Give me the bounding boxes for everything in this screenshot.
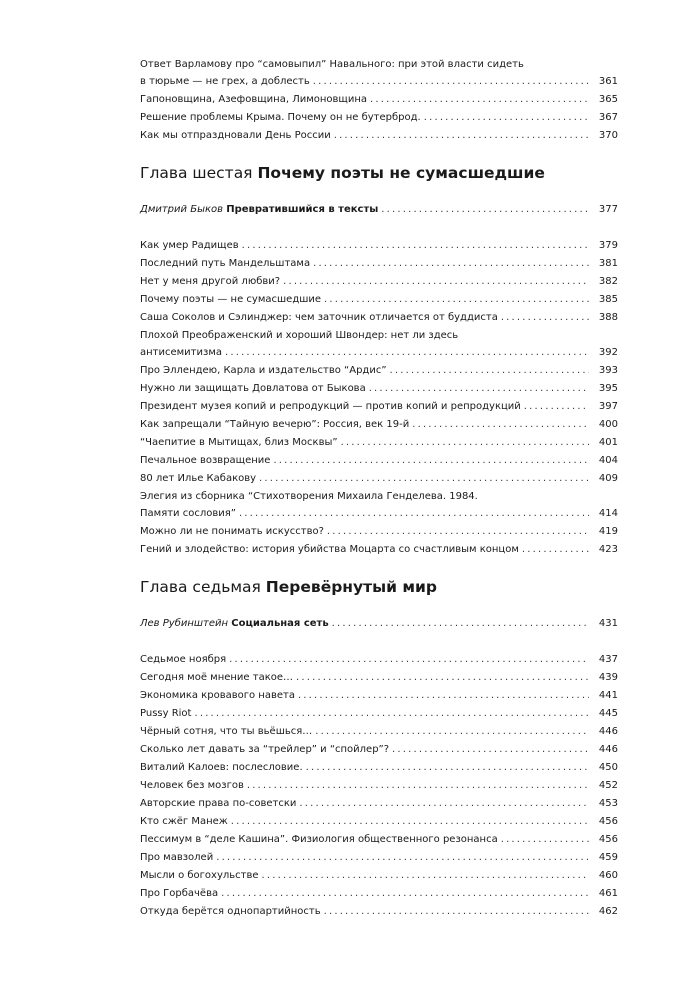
entry-title: 80 лет Илье Кабакову <box>140 473 257 484</box>
entry-title: Президент музея копий и репродукций — против копий и репродукций <box>140 401 521 412</box>
entry-title: Пессимум в “деле Кашина”. Физиология общественного резонанса <box>140 834 498 845</box>
leader-dots <box>313 255 589 273</box>
toc-entry[interactable] <box>140 541 618 559</box>
leader-dots <box>283 273 589 291</box>
entry-title: Человек без мозгов <box>140 780 244 791</box>
toc-entry[interactable] <box>140 741 618 759</box>
toc-entry[interactable] <box>140 291 618 309</box>
entry-title: Как запрещали “Тайную вечерю”: Россия, век 19-й <box>140 419 410 430</box>
page-number: 456 <box>598 816 618 827</box>
entry-title-line: антисемитизма <box>140 347 222 358</box>
entry-title: Гений и злодейство: история убийства Моцарта со счастливым концом <box>140 544 519 555</box>
page-number: 452 <box>598 780 618 791</box>
leader-dots <box>324 903 589 921</box>
page-number: 460 <box>598 870 618 881</box>
entry-title-continuation <box>140 73 618 91</box>
toc-entry[interactable] <box>140 523 618 541</box>
page-number: 423 <box>598 544 618 555</box>
chapter-7-label: Глава седьмая <box>140 578 261 596</box>
toc-entry[interactable] <box>140 903 618 921</box>
leader-dots <box>501 831 589 849</box>
toc-entry[interactable] <box>140 109 618 127</box>
page-number: 381 <box>598 258 618 269</box>
leader-dots <box>315 723 589 741</box>
page-number: 388 <box>598 312 618 323</box>
chapter-7-entries <box>140 651 618 921</box>
leader-dots <box>392 741 589 759</box>
leader-dots <box>381 201 589 219</box>
leader-dots <box>369 380 589 398</box>
leader-dots <box>299 795 589 813</box>
page-number: 409 <box>598 473 618 484</box>
toc-entry[interactable] <box>140 398 618 416</box>
page-number: 401 <box>598 437 618 448</box>
chapter-6-heading <box>140 163 618 183</box>
entry-title: Решение проблемы Крыма. Почему он не бутерброд. <box>140 112 421 123</box>
page-number: 385 <box>598 294 618 305</box>
entry-title: Про Горбачёва <box>140 888 219 899</box>
page-number: 379 <box>598 240 618 251</box>
leader-dots <box>412 416 589 434</box>
page-number: 404 <box>598 455 618 466</box>
toc-entry[interactable] <box>140 777 618 795</box>
toc-entry[interactable] <box>140 362 618 380</box>
page-number: 370 <box>598 130 618 141</box>
chapter-7-heading <box>140 577 618 597</box>
leader-dots <box>324 291 589 309</box>
toc-entry[interactable] <box>140 831 618 849</box>
page-number: 361 <box>598 76 618 87</box>
chapter-6-entries <box>140 237 618 559</box>
toc-entry[interactable] <box>140 327 618 362</box>
intro-essay-title: Социальная сеть <box>231 618 329 629</box>
entry-title: Чёрный сотня, что ты вьёшься… <box>140 726 313 737</box>
leader-dots <box>306 759 589 777</box>
page-number: 382 <box>598 276 618 287</box>
page-number: 461 <box>598 888 618 899</box>
page-number: 439 <box>598 672 618 683</box>
entry-title: Почему поэты — не сумасшедшие <box>140 294 322 305</box>
leader-dots <box>239 505 589 523</box>
toc-entry[interactable] <box>140 91 618 109</box>
toc-entry[interactable] <box>140 273 618 291</box>
entry-title: Про Эллендею, Карла и издательство “Ардис” <box>140 365 387 376</box>
entry-title: Саша Соколов и Сэлинджер: чем заточник отличается от буддиста <box>140 312 498 323</box>
intro-essay-title: Превратившийся в тексты <box>226 204 379 215</box>
entry-title-continuation <box>140 344 618 362</box>
page-number: 397 <box>598 401 618 412</box>
leader-dots <box>501 309 589 327</box>
leader-dots <box>242 237 589 255</box>
page-number: 431 <box>598 618 618 629</box>
entry-title: Последний путь Мандельштама <box>140 258 311 269</box>
page-number: 445 <box>598 708 618 719</box>
leader-dots <box>229 651 589 669</box>
entry-title: Про мавзолей <box>140 852 214 863</box>
toc-entry[interactable] <box>140 759 618 777</box>
toc-entry[interactable] <box>140 434 618 452</box>
toc-entry[interactable] <box>140 416 618 434</box>
toc-entry[interactable] <box>140 867 618 885</box>
leader-dots <box>298 687 589 705</box>
leader-dots <box>332 615 589 633</box>
toc-entry[interactable] <box>140 669 618 687</box>
intro-author: Лев Рубинштейн <box>140 618 229 629</box>
leader-dots <box>225 344 589 362</box>
page-number: 446 <box>598 744 618 755</box>
page-number: 393 <box>598 365 618 376</box>
leader-dots <box>390 362 589 380</box>
toc-entry[interactable] <box>140 237 618 255</box>
toc-entry[interactable] <box>140 651 618 669</box>
toc-entry[interactable] <box>140 309 618 327</box>
entry-title: Нужно ли защищать Довлатова от Быкова <box>140 383 366 394</box>
leader-dots <box>231 813 589 831</box>
leader-dots <box>424 109 589 127</box>
leader-dots <box>216 849 589 867</box>
entry-title: “Чаепитие в Мытищах, близ Москвы” <box>140 437 338 448</box>
page-number: 414 <box>598 508 618 519</box>
page-number: 395 <box>598 383 618 394</box>
page-number: 365 <box>598 94 618 105</box>
intro-title <box>140 615 329 633</box>
toc-list-previous-chapter <box>140 56 618 145</box>
table-of-contents <box>140 56 618 921</box>
entry-title: Авторские права по-советски <box>140 798 297 809</box>
leader-dots <box>273 452 589 470</box>
page-number: 377 <box>598 204 618 215</box>
entry-title: Экономика кровавого навета <box>140 690 295 701</box>
page-number: 453 <box>598 798 618 809</box>
toc-entry[interactable] <box>140 687 618 705</box>
entry-title: Сколько лет давать за “трейлер” и “спойлер”? <box>140 744 390 755</box>
chapter-6-title: Почему поэты не сумасшедшие <box>257 164 545 182</box>
leader-dots <box>221 885 589 903</box>
leader-dots <box>341 434 589 452</box>
toc-entry[interactable] <box>140 795 618 813</box>
leader-dots <box>262 867 589 885</box>
toc-entry[interactable] <box>140 127 618 145</box>
toc-entry[interactable] <box>140 56 618 91</box>
entry-title: Сегодня моё мнение такое… <box>140 672 294 683</box>
toc-entry[interactable] <box>140 488 618 523</box>
chapter-6-label: Глава шестая <box>140 164 253 182</box>
entry-title: Можно ли не понимать искусство? <box>140 526 324 537</box>
toc-entry[interactable] <box>140 255 618 273</box>
page-number: 446 <box>598 726 618 737</box>
toc-entry[interactable] <box>140 705 618 723</box>
intro-title <box>140 201 378 219</box>
toc-entry[interactable] <box>140 380 618 398</box>
page-number: 456 <box>598 834 618 845</box>
page-number: 450 <box>598 762 618 773</box>
entry-title-continuation <box>140 505 618 523</box>
chapter-7-title: Перевёрнутый мир <box>265 578 438 596</box>
entry-title-line: в тюрьме — не грех, а доблесть <box>140 76 310 87</box>
leader-dots <box>370 91 589 109</box>
chapter-6-intro-entry[interactable] <box>140 201 618 219</box>
entry-title: Мысли о богохульстве <box>140 870 259 881</box>
entry-title: Нет у меня другой любви? <box>140 276 281 287</box>
toc-entry[interactable] <box>140 723 618 741</box>
leader-dots <box>259 470 589 488</box>
entry-title: Откуда берётся однопартийность <box>140 906 321 917</box>
entry-title: Седьмое ноября <box>140 654 227 665</box>
leader-dots <box>194 705 589 723</box>
entry-title-line: Плохой Преображенский и хороший Швондер: нет ли здесь <box>140 330 459 341</box>
entry-title: Как умер Радищев <box>140 240 239 251</box>
page-number: 462 <box>598 906 618 917</box>
page-number: 459 <box>598 852 618 863</box>
entry-title: Кто сжёг Манеж <box>140 816 228 827</box>
entry-title-line: Памяти сословия” <box>140 508 236 519</box>
entry-title: Как мы отпраздновали День России <box>140 130 331 141</box>
leader-dots <box>522 541 589 559</box>
page-number: 400 <box>598 419 618 430</box>
toc-entry[interactable] <box>140 452 618 470</box>
leader-dots <box>334 127 589 145</box>
toc-entry[interactable] <box>140 885 618 903</box>
page-number: 437 <box>598 654 618 665</box>
leader-dots <box>296 669 589 687</box>
toc-entry[interactable] <box>140 813 618 831</box>
leader-dots <box>313 73 589 91</box>
leader-dots <box>524 398 589 416</box>
entry-title: Гапоновщина, Азефовщина, Лимоновщина <box>140 94 368 105</box>
entry-title: Pussy Riot <box>140 708 192 719</box>
entry-title: Печальное возвращение <box>140 455 271 466</box>
page-number: 367 <box>598 112 618 123</box>
intro-author: Дмитрий Быков <box>140 204 224 215</box>
toc-entry[interactable] <box>140 849 618 867</box>
page-number: 419 <box>598 526 618 537</box>
page-number: 441 <box>598 690 618 701</box>
leader-dots <box>247 777 589 795</box>
entry-title-line: Элегия из сборника “Стихотворения Михаила Генделева. 1984. <box>140 491 478 502</box>
chapter-7-intro-entry[interactable] <box>140 615 618 633</box>
entry-title: Виталий Калоев: послесловие. <box>140 762 303 773</box>
toc-entry[interactable] <box>140 470 618 488</box>
entry-title-line: Ответ Варламову про “самовыпил” Навального: при этой власти сидеть <box>140 59 524 70</box>
page-number: 392 <box>598 347 618 358</box>
leader-dots <box>327 523 589 541</box>
